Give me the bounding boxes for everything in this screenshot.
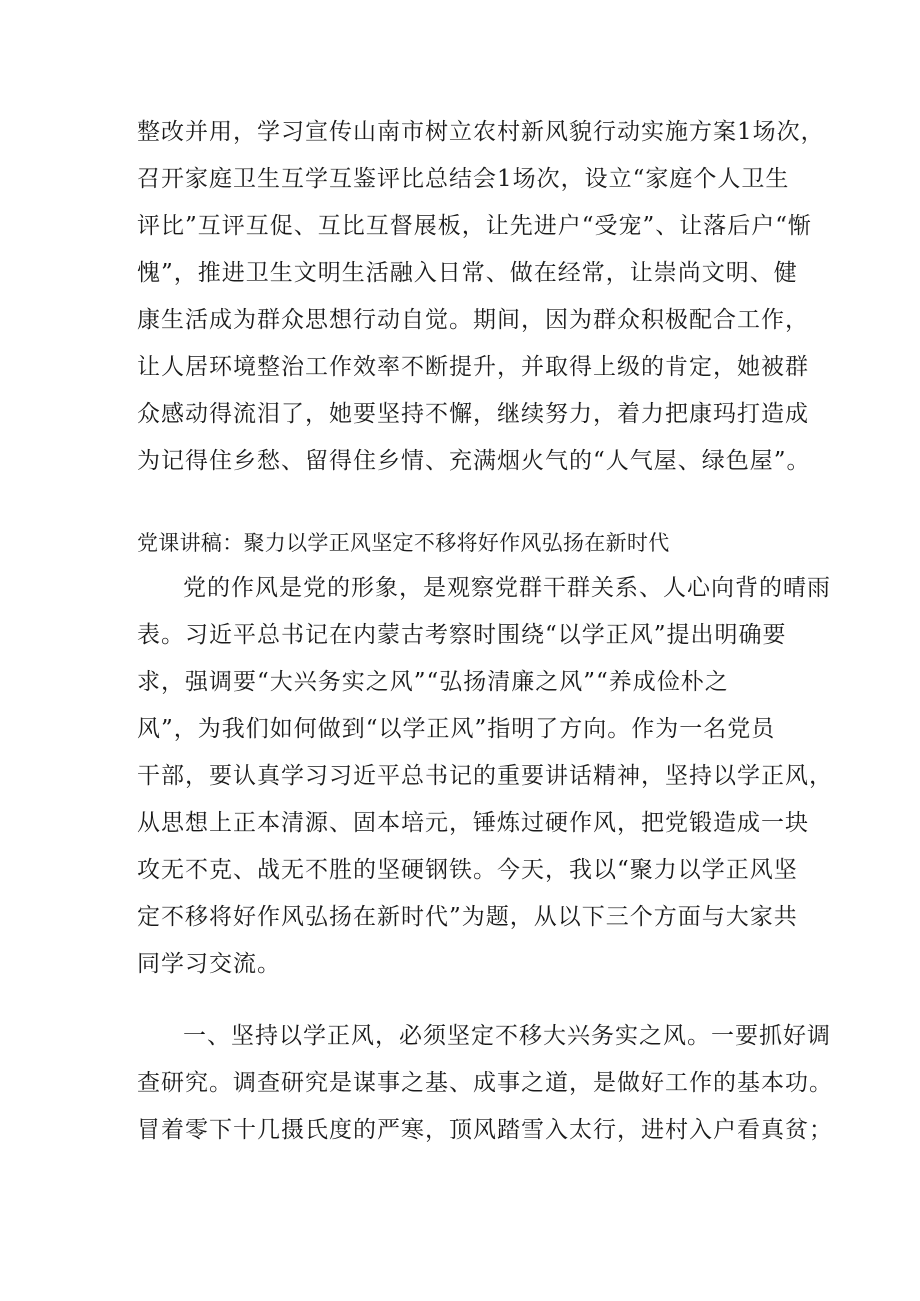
paragraph-line: 查研究。调查研究是谋事之基、成事之道，是做好工作的基本功。	[137, 1070, 833, 1096]
paragraph-line: 康生活成为群众思想行动自觉。期间，因为群众积极配合工作，	[137, 307, 809, 333]
paragraph-line: 风”，为我们如何做到“以学正风”指明了方向。作为一名党员	[137, 716, 776, 742]
paragraph-line: 求，强调要“大兴务实之风”“弘扬清廉之风”“养成俭朴之	[137, 669, 729, 695]
paragraph-line: 定不移将好作风弘扬在新时代”为题，从以下三个方面与大家共	[137, 904, 798, 930]
paragraph-line: 干部，要认真学习习近平总书记的重要讲话精神，坚持以学正风，	[137, 763, 833, 789]
section-title: 党课讲稿：聚力以学正风坚定不移将好作风弘扬在新时代	[137, 531, 670, 555]
paragraph-line: 冒着零下十几摄氏度的严寒，顶风踏雪入太行，进村入户看真贫；	[137, 1117, 833, 1143]
paragraph-line: 召开家庭卫生互学互鉴评比总结会1场次，设立“家庭个人卫生	[137, 166, 790, 192]
paragraph-line: 党的作风是党的形象，是观察党群干群关系、人心向背的晴雨	[183, 575, 831, 601]
paragraph-line: 让人居环境整治工作效率不断提升，并取得上级的肯定，她被群	[137, 354, 809, 380]
paragraph-line: 同学习交流。	[137, 951, 281, 977]
paragraph-line: 表。习近平总书记在内蒙古考察时围绕“以学正风”提出明确要	[137, 622, 787, 648]
paragraph-line: 整改并用，学习宣传山南市树立农村新风貌行动实施方案1场次，	[137, 119, 825, 145]
paragraph-line: 一、坚持以学正风，必须坚定不移大兴务实之风。一要抓好调	[183, 1023, 831, 1049]
paragraph-line: 愧”，推进卫生文明生活融入日常、做在经常，让崇尚文明、健	[137, 260, 798, 286]
paragraph-line: 攻无不克、战无不胜的坚硬钢铁。今天，我以“聚力以学正风坚	[137, 857, 798, 883]
paragraph-line: 众感动得流泪了，她要坚持不懈，继续努力，着力把康玛打造成	[137, 401, 809, 427]
paragraph-line: 为记得住乡愁、留得住乡情、充满烟火气的“人气屋、绿色屋”。	[137, 448, 811, 474]
paragraph-line: 评比”互评互促、互比互督展板，让先进户“受宠”、让落后户“惭	[137, 213, 813, 239]
paragraph-line: 从思想上正本清源、固本培元，锤炼过硬作风，把党锻造成一块	[137, 810, 809, 836]
